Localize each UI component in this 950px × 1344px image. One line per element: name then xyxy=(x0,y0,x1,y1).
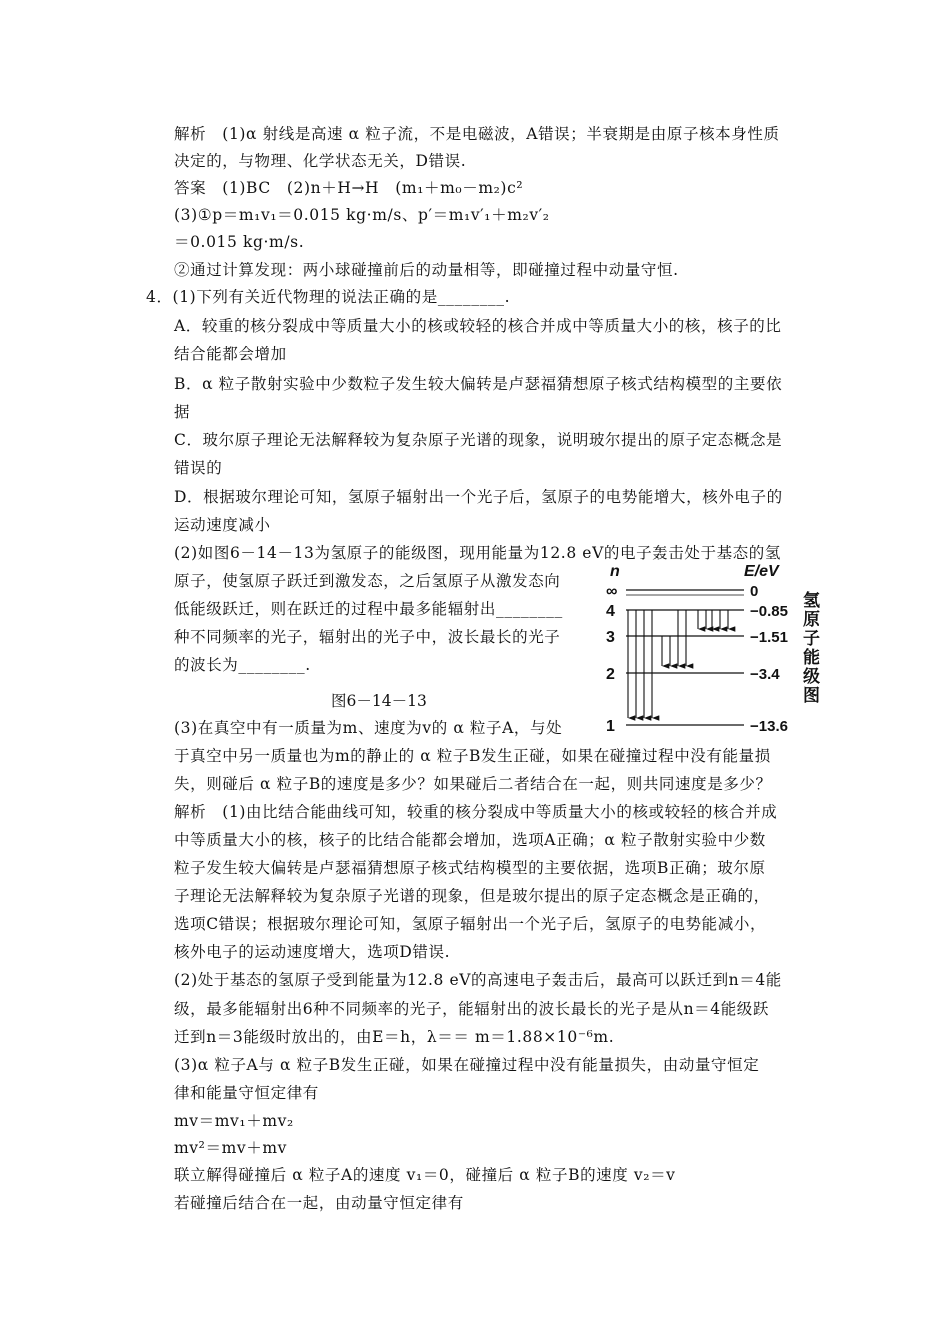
side-label-char: 氢 xyxy=(803,591,820,610)
level-energy: −0.85 xyxy=(750,603,788,620)
level-energy: 0 xyxy=(750,583,759,600)
text-line: 迁到n＝3能级时放出的，由E＝h，λ＝＝ m＝1.88×10⁻⁶m. xyxy=(174,1028,615,1046)
level-number: 4 xyxy=(606,603,615,620)
option-b: B．α 粒子散射实验中少数粒子发生较大偏转是卢瑟福猜想原子核式结构模型的主要依 xyxy=(174,375,783,393)
text-line: ＝0.015 kg·m/s. xyxy=(174,233,305,251)
level-number: 2 xyxy=(606,666,615,683)
level-energy: −1.51 xyxy=(750,629,788,646)
text-line: 结合能都会增加 xyxy=(174,345,287,363)
question-heading: 4．(1)下列有关近代物理的说法正确的是________. xyxy=(146,288,511,306)
level-number: ∞ xyxy=(606,583,618,600)
text-line: 律和能量守恒定律有 xyxy=(174,1084,319,1102)
level-energy: −13.6 xyxy=(750,718,788,735)
text-line: 据 xyxy=(174,403,191,421)
equation: mv²＝mv＋mv xyxy=(174,1139,287,1157)
axis-label-n: n xyxy=(610,563,620,580)
text-line: 失，则碰后 α 粒子B的速度是多少？如果碰后二者结合在一起，则共同速度是多少？ xyxy=(174,775,772,793)
text-line: 原子，使氢原子跃迁到激发态，之后氢原子从激发态向 xyxy=(174,572,561,590)
text-line: 解析 (1)由比结合能曲线可知，较重的核分裂成中等质量大小的核或较轻的核合并成 xyxy=(174,803,778,821)
transition-arrows xyxy=(628,610,728,718)
text-line: 运动速度减小 xyxy=(174,516,271,534)
text-line: 若碰撞后结合在一起，由动量守恒定律有 xyxy=(174,1194,464,1212)
text-line: 的波长为________. xyxy=(174,656,311,674)
text-line: 低能级跃迁，则在跃迁的过程中最多能辐射出________ xyxy=(174,600,563,618)
text-line: (3)①p＝m₁v₁＝0.015 kg·m/s、p′＝m₁v′₁＋m₂v′₂ xyxy=(174,206,550,224)
equation: mv＝mv₁＋mv₂ xyxy=(174,1112,294,1130)
side-label-char: 子 xyxy=(803,629,820,648)
text-line: 子理论无法解释较为复杂原子光谱的现象，但是玻尔提出的原子定态概念是正确的， xyxy=(174,887,770,905)
figure-caption: 图6－14－13 xyxy=(331,692,427,710)
side-label-char: 原 xyxy=(803,610,820,629)
text-line: 于真空中另一质量也为m的静止的 α 粒子B发生正碰，如果在碰撞过程中没有能量损 xyxy=(174,747,771,765)
energy-level-diagram xyxy=(598,562,828,742)
text-line: 核外电子的运动速度增大，选项D错误. xyxy=(174,943,451,961)
side-label-char: 能 xyxy=(803,648,820,667)
side-label xyxy=(803,590,820,705)
text-line: (3)在真空中有一质量为m、速度为v的 α 粒子A，与处 xyxy=(174,719,563,737)
side-label-char: 级 xyxy=(803,667,820,686)
text-line: 选项C错误；根据玻尔理论可知，氢原子辐射出一个光子后，氢原子的电势能减小， xyxy=(174,915,767,933)
option-c: C．玻尔原子理论无法解释较为复杂原子光谱的现象，说明玻尔提出的原子定态概念是 xyxy=(174,431,783,449)
text-line: 粒子发生较大偏转是卢瑟福猜想原子核式结构模型的主要依据，选项B正确；玻尔原 xyxy=(174,859,766,877)
energy-levels xyxy=(606,583,788,735)
option-d: D．根据玻尔理论可知，氢原子辐射出一个光子后，氢原子的电势能增大，核外电子的 xyxy=(174,488,783,506)
level-number: 1 xyxy=(606,718,615,735)
text-line: 解析 (1)α 射线是高速 α 粒子流，不是电磁波，A错误；半衰期是由原子核本身性质 xyxy=(174,125,780,143)
text-line: 联立解得碰撞后 α 粒子A的速度 v₁＝0，碰撞后 α 粒子B的速度 v₂＝v xyxy=(174,1166,676,1184)
text-line: 错误的 xyxy=(174,459,223,477)
side-label-char: 图 xyxy=(803,686,820,705)
text-line: 种不同频率的光子，辐射出的光子中，波长最长的光子 xyxy=(174,628,561,646)
axis-label-energy: E/eV xyxy=(744,563,779,580)
text-line: 中等质量大小的核，核子的比结合能都会增加，选项A正确；α 粒子散射实验中少数 xyxy=(174,831,766,849)
level-energy: −3.4 xyxy=(750,666,780,683)
text-line: (2)如图6－14－13为氢原子的能级图，现用能量为12.8 eV的电子轰击处于基态的氢 xyxy=(174,544,781,562)
text-line: 级，最多能辐射出6种不同频率的光子，能辐射出的波长最长的光子是从n＝4能级跃 xyxy=(174,1000,770,1018)
level-number: 3 xyxy=(606,629,615,646)
text-line: ②通过计算发现：两小球碰撞前后的动量相等，即碰撞过程中动量守恒. xyxy=(174,261,679,279)
option-a: A．较重的核分裂成中等质量大小的核或较轻的核合并成中等质量大小的核，核子的比 xyxy=(174,317,782,335)
text-line: (3)α 粒子A与 α 粒子B发生正碰，如果在碰撞过程中没有能量损失，由动量守恒定 xyxy=(174,1056,760,1074)
text-line: 决定的，与物理、化学状态无关，D错误. xyxy=(174,152,467,170)
text-line: 答案 (1)BC (2)n＋H→H (m₁＋m₀－m₂)c² xyxy=(174,179,524,197)
text-line: (2)处于基态的氢原子受到能量为12.8 eV的高速电子轰击后，最高可以跃迁到n＝4能 xyxy=(174,971,782,989)
